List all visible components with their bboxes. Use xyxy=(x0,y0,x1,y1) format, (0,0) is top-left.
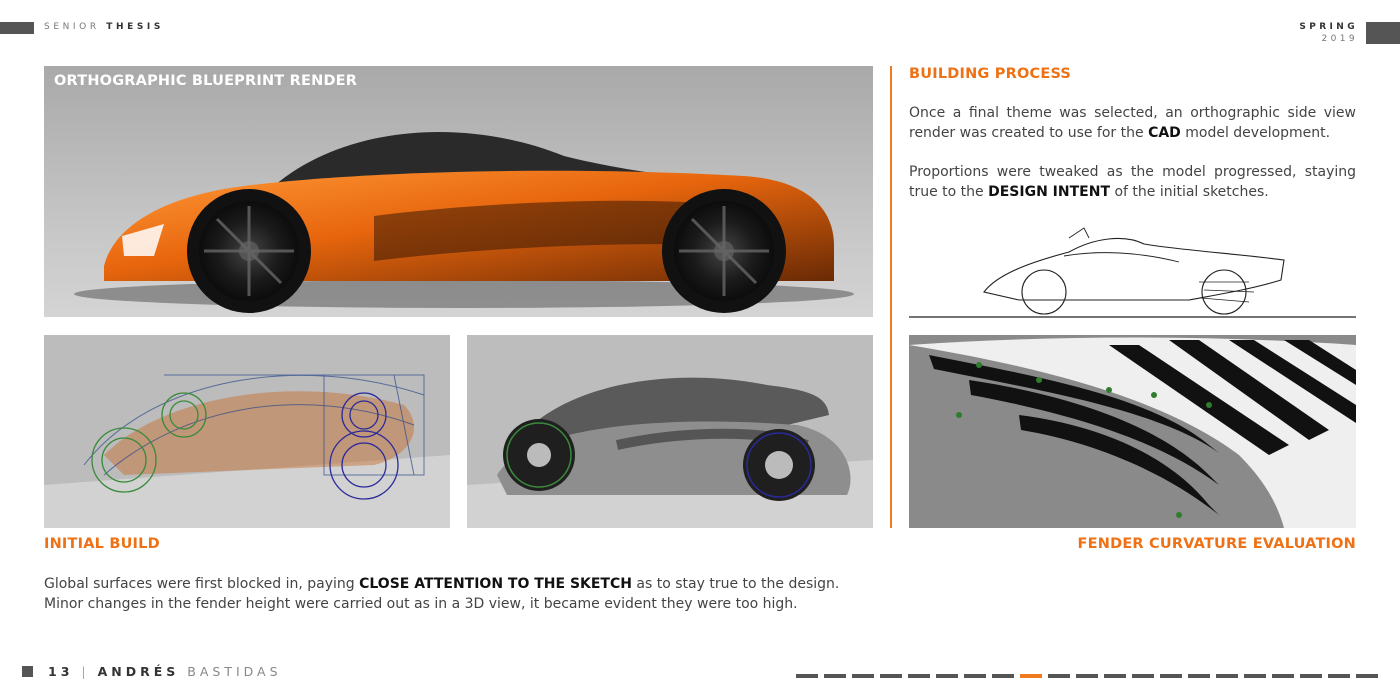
footer-square xyxy=(22,666,33,677)
fender-curvature-image xyxy=(909,335,1356,528)
p3-text-c: as to stay true to the design. Minor changes in the fender height were carried out as in a 3D view, it became evident they were too high. xyxy=(44,576,840,612)
fender-curvature-heading: FENDER CURVATURE EVALUATION xyxy=(1077,536,1356,552)
building-process-paragraph-1 xyxy=(909,103,1356,143)
zebra-stripe-illustration xyxy=(909,335,1356,528)
hero-title: ORTHOGRAPHIC BLUEPRINT RENDER xyxy=(54,73,358,89)
page-number: 13 xyxy=(48,664,74,679)
progress-segment xyxy=(1076,674,1098,678)
shaded-model-illustration xyxy=(467,335,873,528)
header-season: SPRING xyxy=(1299,22,1358,32)
p1-text-c: model development. xyxy=(1180,125,1331,141)
progress-segment xyxy=(1188,674,1210,678)
author-first-name: ANDRÉS xyxy=(97,664,180,679)
progress-segment xyxy=(908,674,930,678)
progress-segment xyxy=(1272,674,1294,678)
progress-segment xyxy=(824,674,846,678)
progress-segment xyxy=(936,674,958,678)
progress-segment xyxy=(1160,674,1182,678)
sketch-illustration xyxy=(909,220,1356,320)
initial-build-shaded-image xyxy=(467,335,873,528)
header-document-label xyxy=(44,22,164,32)
header-thesis: THESIS xyxy=(106,22,164,32)
hero-render-image xyxy=(44,66,873,317)
footer-separator: | xyxy=(81,664,90,679)
progress-segment xyxy=(796,674,818,678)
header-year: 2019 xyxy=(1321,34,1358,44)
side-view-sketch xyxy=(909,220,1356,320)
hero-car-illustration xyxy=(44,66,873,317)
header-date xyxy=(1299,21,1358,45)
progress-segment xyxy=(1048,674,1070,678)
progress-segment xyxy=(992,674,1014,678)
initial-build-wireframe-image xyxy=(44,335,450,528)
vertical-divider xyxy=(890,66,892,528)
progress-segment xyxy=(852,674,874,678)
initial-build-paragraph xyxy=(44,574,873,614)
p3-text-a: Global surfaces were first blocked in, paying xyxy=(44,576,360,592)
wireframe-illustration xyxy=(44,335,450,528)
p2-text-design-intent: DESIGN INTENT xyxy=(988,184,1110,200)
p2-text-a: Proportions were tweaked as the model progressed, staying true to the xyxy=(909,164,1356,200)
page-progress-indicator xyxy=(796,674,1378,678)
progress-segment xyxy=(1244,674,1266,678)
footer-author xyxy=(48,664,282,679)
progress-segment xyxy=(1216,674,1238,678)
progress-segment xyxy=(964,674,986,678)
progress-segment-active xyxy=(1020,674,1042,678)
p2-text-c: of the initial sketches. xyxy=(1110,184,1269,200)
progress-segment xyxy=(1328,674,1350,678)
author-last-name: BASTIDAS xyxy=(187,664,282,679)
progress-segment xyxy=(880,674,902,678)
header-senior: SENIOR xyxy=(44,22,100,32)
header-right-bar xyxy=(1366,22,1400,44)
building-process-heading: BUILDING PROCESS xyxy=(909,66,1072,82)
p1-text-cad: CAD xyxy=(1148,125,1181,141)
progress-segment xyxy=(1132,674,1154,678)
progress-segment xyxy=(1356,674,1378,678)
progress-segment xyxy=(1300,674,1322,678)
progress-segment xyxy=(1104,674,1126,678)
initial-build-heading: INITIAL BUILD xyxy=(44,536,160,552)
p1-text-a: Once a final theme was selected, an orthographic side view render was created to use for the xyxy=(909,105,1356,141)
building-process-paragraph-2 xyxy=(909,162,1356,202)
header-left-bar xyxy=(0,22,34,34)
p3-text-close-attention: CLOSE ATTENTION TO THE SKETCH xyxy=(359,576,632,592)
